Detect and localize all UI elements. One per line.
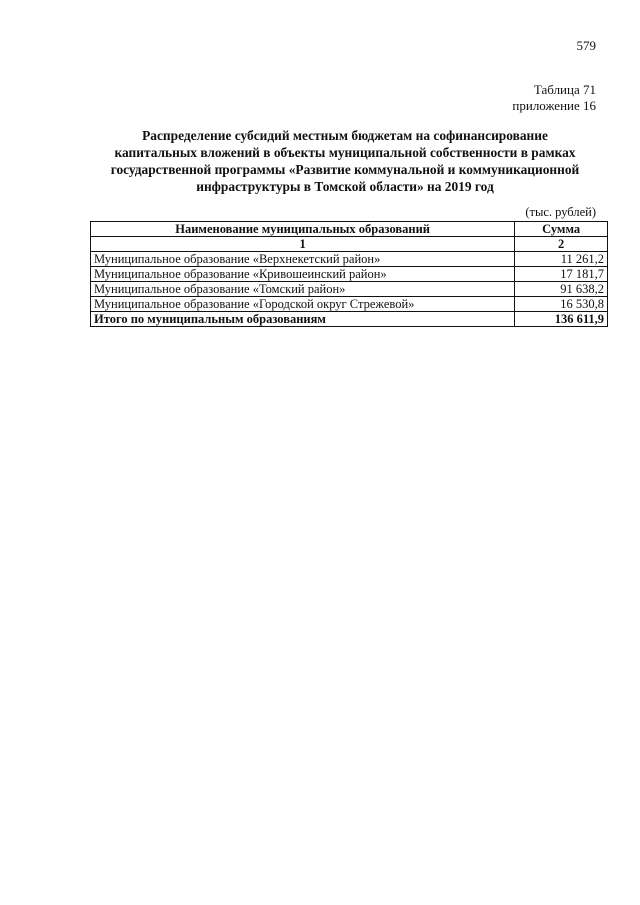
header-row <box>91 222 608 237</box>
table-row <box>91 282 608 297</box>
row-sum: 16 530,8 <box>515 297 608 312</box>
title-line-4: инфраструктуры в Томской области» на 2019 год <box>196 179 494 194</box>
title-line-3: государственной программы «Развитие коммунальной и коммуникационной <box>110 162 580 177</box>
numbering-row <box>91 237 608 252</box>
table-row <box>91 267 608 282</box>
units-label: (тыс. рублей) <box>525 205 596 219</box>
table-reference <box>512 82 596 114</box>
numbering-name: 1 <box>91 237 515 252</box>
document-title <box>80 127 610 195</box>
title-line-2: капитальных вложений в объекты муниципальной собственности в рамках <box>114 145 576 160</box>
row-sum: 11 261,2 <box>515 252 608 267</box>
numbering-sum: 2 <box>515 237 608 252</box>
page-number: 579 <box>576 38 596 53</box>
total-row <box>91 312 608 327</box>
row-sum: 17 181,7 <box>515 267 608 282</box>
table-row <box>91 252 608 267</box>
header-sum: Сумма <box>515 222 608 237</box>
title-line-1: Распределение субсидий местным бюджетам на софинансирование <box>142 128 548 143</box>
subsidy-table <box>90 221 608 327</box>
row-name: Муниципальное образование «Городской округ Стрежевой» <box>91 297 515 312</box>
total-name: Итого по муниципальным образованиям <box>91 312 515 327</box>
table-row <box>91 297 608 312</box>
row-name: Муниципальное образование «Верхнекетский район» <box>91 252 515 267</box>
header-name: Наименование муниципальных образований <box>91 222 515 237</box>
table-ref-line-2: приложение 16 <box>512 98 596 113</box>
row-name: Муниципальное образование «Кривошеинский район» <box>91 267 515 282</box>
row-name: Муниципальное образование «Томский район» <box>91 282 515 297</box>
total-sum: 136 611,9 <box>515 312 608 327</box>
row-sum: 91 638,2 <box>515 282 608 297</box>
table-ref-line-1: Таблица 71 <box>533 82 596 97</box>
